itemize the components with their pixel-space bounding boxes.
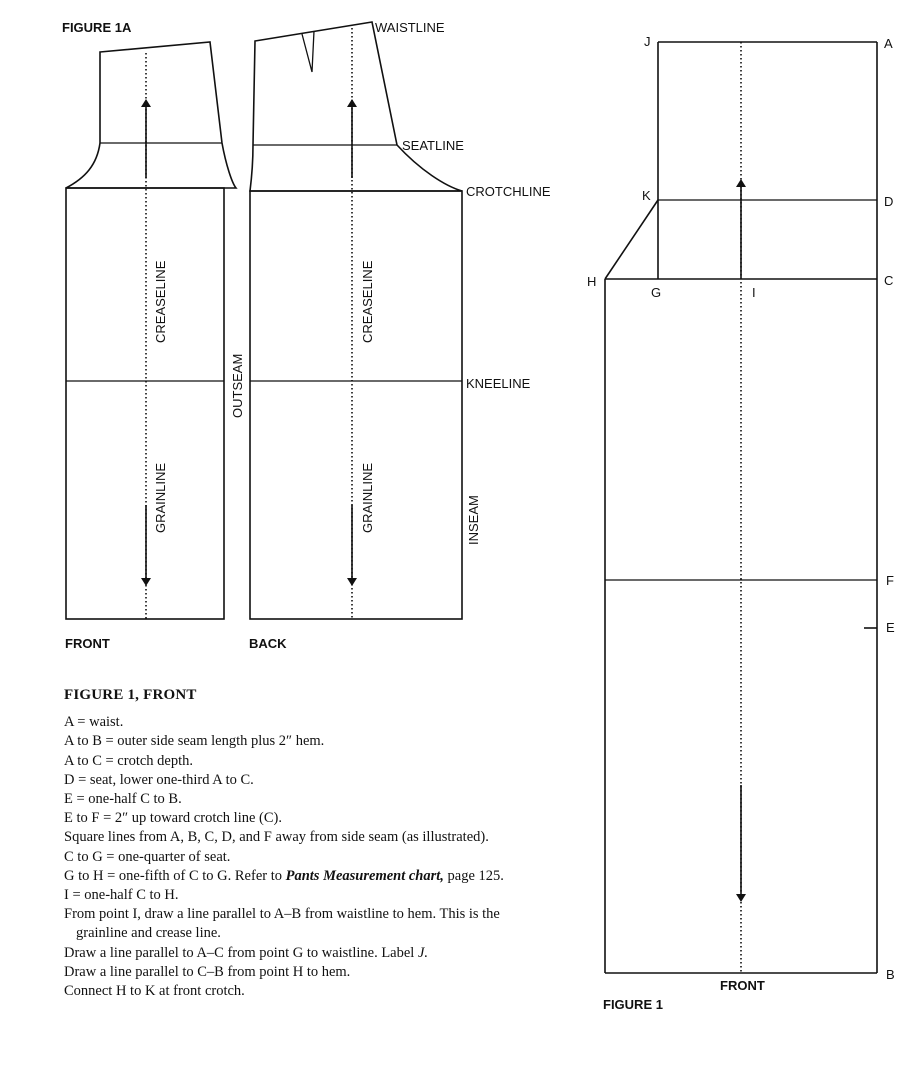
front-draft-pattern <box>605 42 877 973</box>
front-piece-label: FRONT <box>65 636 110 651</box>
instruction-line: A to B = outer side seam length plus 2″ hem. <box>64 733 325 750</box>
instruction-line: Square lines from A, B, C, D, and F away from side seam (as illustrated). <box>64 829 489 846</box>
instruction-line: Connect H to K at front crotch. <box>64 983 245 1000</box>
point-f-label: F <box>886 573 894 588</box>
back-grainline-label: GRAINLINE <box>360 462 375 533</box>
instruction-line: From point I, draw a line parallel to A–B from waistline to hem. This is the grainline and crease line. <box>64 906 500 942</box>
front-pant-piece <box>66 42 236 619</box>
outseam-label: OUTSEAM <box>230 353 245 418</box>
point-k-label: K <box>642 188 651 203</box>
back-creaseline-label: CREASELINE <box>360 260 375 343</box>
point-d-label: D <box>884 194 894 209</box>
figure-1a-title: FIGURE 1A <box>62 20 132 35</box>
instruction-line <box>64 944 534 963</box>
waistline-label: WAISTLINE <box>375 20 445 35</box>
instruction-line: I = one-half C to H. <box>64 887 179 904</box>
instruction-line: Draw a line parallel to C–B from point H to hem. <box>64 963 351 980</box>
point-e-label: E <box>886 620 895 635</box>
drafting-instructions <box>64 686 534 1001</box>
instruction-line: D = seat, lower one-third A to C. <box>64 771 254 788</box>
instruction-line: E to F = 2″ up toward crotch line (C). <box>64 810 282 827</box>
point-c-label: C <box>884 273 894 288</box>
point-b-label: B <box>886 967 895 982</box>
kneeline-label: KNEELINE <box>466 376 531 391</box>
point-i-label: I <box>752 285 756 300</box>
label-j-text: J. <box>417 944 429 961</box>
crotchline-label: CROTCHLINE <box>466 184 551 199</box>
point-g-label: G <box>651 285 662 300</box>
front-grainline-label: GRAINLINE <box>153 462 168 533</box>
instruction-line: E = one-half C to B. <box>64 791 182 808</box>
instruction-line: A to C = crotch depth. <box>64 752 193 769</box>
instruction-text: Draw a line parallel to A–C from point G to waistline. Label <box>64 944 418 961</box>
instruction-text: page 125. <box>443 867 504 884</box>
seatline-label: SEATLINE <box>402 138 464 153</box>
back-pant-piece <box>250 22 462 619</box>
instruction-line: A = waist. <box>64 714 124 731</box>
instruction-line: C to G = one-quarter of seat. <box>64 848 231 865</box>
pants-measurement-chart-ref: Pants Measurement chart, <box>285 867 444 884</box>
front-creaseline-label: CREASELINE <box>153 260 168 343</box>
back-piece-label: BACK <box>249 636 287 651</box>
inseam-label: INSEAM <box>466 495 481 545</box>
point-h-label: H <box>587 274 597 289</box>
point-j-label: J <box>644 34 651 49</box>
figure-1-title: FIGURE 1 <box>603 997 663 1012</box>
instructions-title: FIGURE 1, FRONT <box>64 687 197 703</box>
point-a-label: A <box>884 36 893 51</box>
instruction-line <box>64 867 534 886</box>
instruction-text: G to H = one-fifth of C to G. Refer to <box>64 867 286 884</box>
figure-1-front-label: FRONT <box>720 978 765 993</box>
